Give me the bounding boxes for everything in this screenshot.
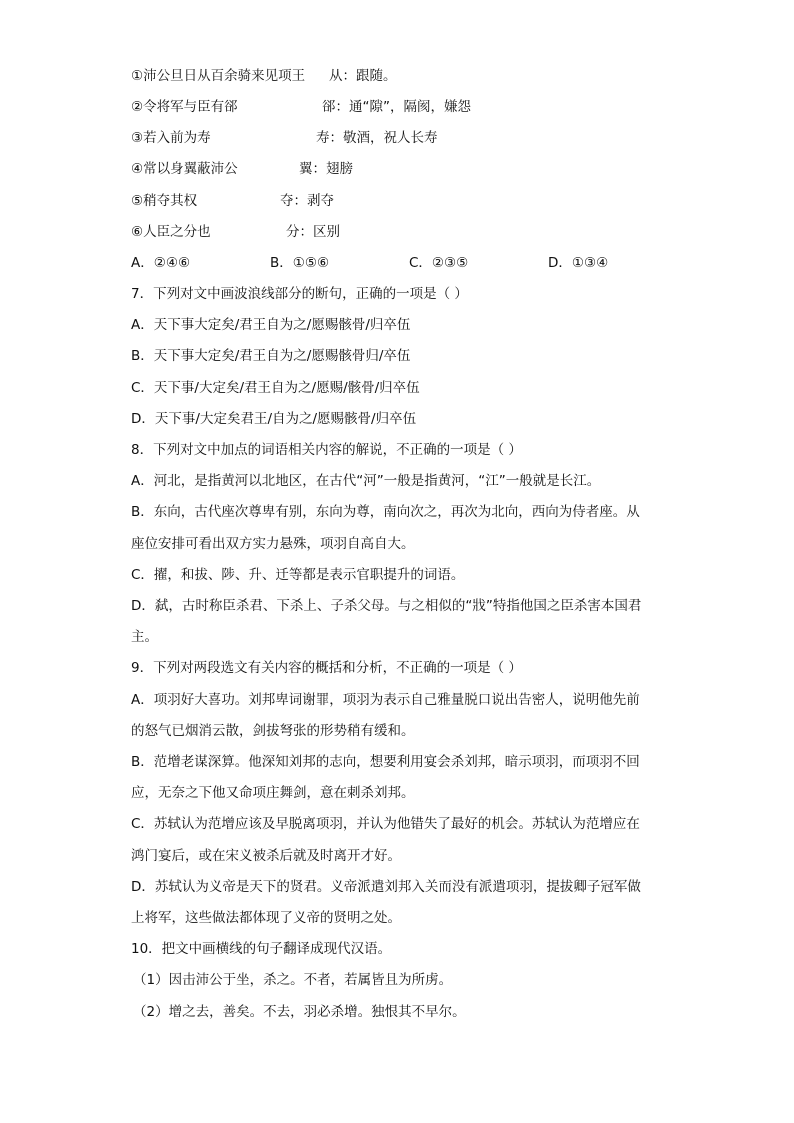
q9-stem: 9．下列对两段选文有关内容的概括和分析，不正确的一项是（ ） xyxy=(131,660,522,676)
q7-option-a: A．天下事大定矣/君王自为之/愿赐骸骨/归卒伍 xyxy=(131,317,411,333)
word-item-phrase: ③若入前为寿 xyxy=(131,130,211,146)
q8-stem: 8．下列对文中加点的词语相关内容的解说，不正确的一项是（ ） xyxy=(131,442,522,458)
q7-option-c: C．天下事/大定矣/君王自为之/愿赐/骸骨/归卒伍 xyxy=(131,380,420,396)
word-item-phrase: ⑥人臣之分也 xyxy=(131,224,211,240)
q9-option-a: A．项羽好大喜功。刘邦卑词谢罪，项羽为表示自己雅量脱口说出告密人，说明他先前 xyxy=(131,692,640,708)
q10-part-1: （1）因击沛公于坐，杀之。不者，若属皆且为所虏。 xyxy=(133,972,453,988)
q9-option-d: D．苏轼认为义帝是天下的贤君。义帝派遣刘邦入关而没有派遣项羽，提拔卿子冠军做 xyxy=(131,879,641,895)
q9-option-a-cont: 的怒气已烟消云散，剑拔弩张的形势稍有缓和。 xyxy=(131,723,415,739)
word-item-gloss: 翼：翅膀 xyxy=(299,161,353,177)
word-item-gloss: 郤：通“隙”，隔阂，嫌怨 xyxy=(322,99,471,115)
q9-option-c: C．苏轼认为范增应该及早脱离项羽，并认为他错失了最好的机会。苏轼认为范增应在 xyxy=(131,816,640,832)
q8-option-b: B．东向，古代座次尊卑有别，东向为尊，南向次之，再次为北向，西向为侍者座。从 xyxy=(131,504,640,520)
q10-part-2: （2）增之去，善矣。不去，羽必杀增。独恨其不早尔。 xyxy=(133,1004,466,1020)
q10-stem: 10．把文中画横线的句子翻译成现代汉语。 xyxy=(131,941,392,957)
option-c: C．②③⑤ xyxy=(409,255,469,271)
q8-option-d: D．弑，古时称臣杀君、下杀上、子杀父母。与之相似的“戕”特指他国之臣杀害本国君 xyxy=(131,598,642,614)
q8-option-c: C．擢，和拔、陟、升、迁等都是表示官职提升的词语。 xyxy=(131,567,465,583)
q7-stem: 7．下列对文中画波浪线部分的断句，正确的一项是（ ） xyxy=(131,286,468,302)
word-item-gloss: 夺：剥夺 xyxy=(280,193,334,209)
word-item-phrase: ①沛公旦日从百余骑来见项王 xyxy=(131,68,306,84)
q8-option-d-cont: 主。 xyxy=(131,629,158,645)
q9-option-d-cont: 上将军，这些做法都体现了义帝的贤明之处。 xyxy=(131,910,401,926)
q7-option-b: B．天下事大定矣/君王自为之/愿赐骸骨归/卒伍 xyxy=(131,348,411,364)
word-item-phrase: ④常以身翼蔽沛公 xyxy=(131,161,238,177)
word-item-gloss: 寿：敬酒，祝人长寿 xyxy=(316,130,438,146)
q8-option-b-cont: 座位安排可看出双方实力悬殊，项羽自高自大。 xyxy=(131,536,415,552)
q9-option-b: B．范增老谋深算。他深知刘邦的志向，想要利用宴会杀刘邦，暗示项羽，而项羽不回 xyxy=(131,754,640,770)
option-d: D．①③④ xyxy=(548,255,609,271)
word-item-phrase: ②令将军与臣有郤 xyxy=(131,99,238,115)
word-item-phrase: ⑤稍夺其权 xyxy=(131,193,198,209)
word-item-gloss: 分：区别 xyxy=(286,224,340,240)
option-b: B．①⑤⑥ xyxy=(270,255,330,271)
option-a: A．②④⑥ xyxy=(131,255,191,271)
q8-option-a: A．河北，是指黄河以北地区，在古代“河”一般是指黄河，“江”一般就是长江。 xyxy=(131,473,601,489)
q9-option-b-cont: 应，无奈之下他又命项庄舞剑，意在刺杀刘邦。 xyxy=(131,785,415,801)
q9-option-c-cont: 鸿门宴后，或在宋义被杀后就及时离开才好。 xyxy=(131,848,401,864)
word-item-gloss: 从：跟随。 xyxy=(329,68,397,84)
q7-option-d: D．天下事/大定矣君王/自为之/愿赐骸骨/归卒伍 xyxy=(131,411,417,427)
